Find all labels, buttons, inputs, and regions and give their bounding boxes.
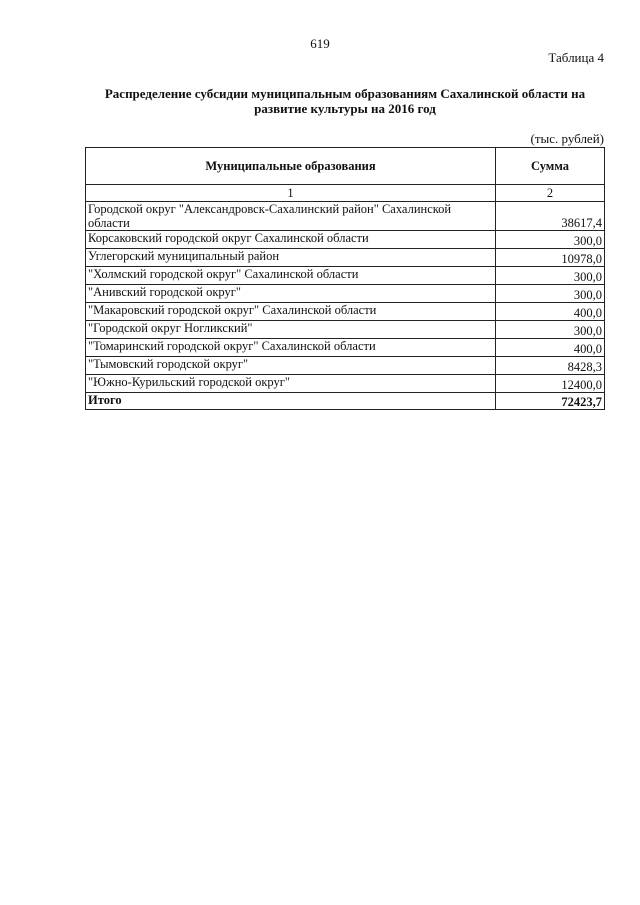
table-row [86,339,605,357]
header-sum: Сумма [496,148,605,185]
total-label: Итого [86,393,496,410]
sum-value: 8428,3 [496,357,605,375]
sum-value: 300,0 [496,321,605,339]
sum-value: 400,0 [496,303,605,321]
municipality-name: "Макаровский городской округ" Сахалинской области [86,303,496,321]
municipality-name: "Томаринский городской округ" Сахалинской области [86,339,496,357]
page-number: 619 [310,36,330,51]
municipality-name: Городской округ "Александровск-Сахалинский район" Сахалинской области [86,202,496,231]
municipality-name: "Тымовский городской округ" [86,357,496,375]
title-line-1: Распределение субсидии муниципальным образованиям Сахалинской области на [104,86,586,101]
table-row [86,303,605,321]
table-row [86,267,605,285]
units-label: (тыс. рублей) [530,131,604,146]
total-row [86,393,605,410]
document-title [90,86,600,116]
total-sum: 72423,7 [496,393,605,410]
table-row [86,231,605,249]
sum-value: 10978,0 [496,249,605,267]
sum-value: 300,0 [496,231,605,249]
title-line-2: развитие культуры на 2016 год [254,101,436,116]
table-row [86,321,605,339]
municipality-name: "Анивский городской округ" [86,285,496,303]
table-row [86,202,605,231]
table-row [86,249,605,267]
municipality-name: "Городской округ Ногликский" [86,321,496,339]
column-number-2: 2 [496,185,605,202]
table-label: Таблица 4 [548,50,604,65]
table-row [86,357,605,375]
sum-value: 300,0 [496,267,605,285]
header-municipality: Муниципальные образования [86,148,496,185]
sum-value: 300,0 [496,285,605,303]
municipality-name: "Южно-Курильский городской округ" [86,375,496,393]
table-row [86,285,605,303]
header-row [86,148,605,185]
sum-value: 38617,4 [496,202,605,231]
municipality-name: Корсаковский городской округ Сахалинской области [86,231,496,249]
sum-value: 12400,0 [496,375,605,393]
table-row [86,375,605,393]
sum-value: 400,0 [496,339,605,357]
column-number-1: 1 [86,185,496,202]
column-number-row [86,185,605,202]
municipality-name: "Холмский городской округ" Сахалинской области [86,267,496,285]
subsidy-table [85,147,605,410]
municipality-name: Углегорский муниципальный район [86,249,496,267]
